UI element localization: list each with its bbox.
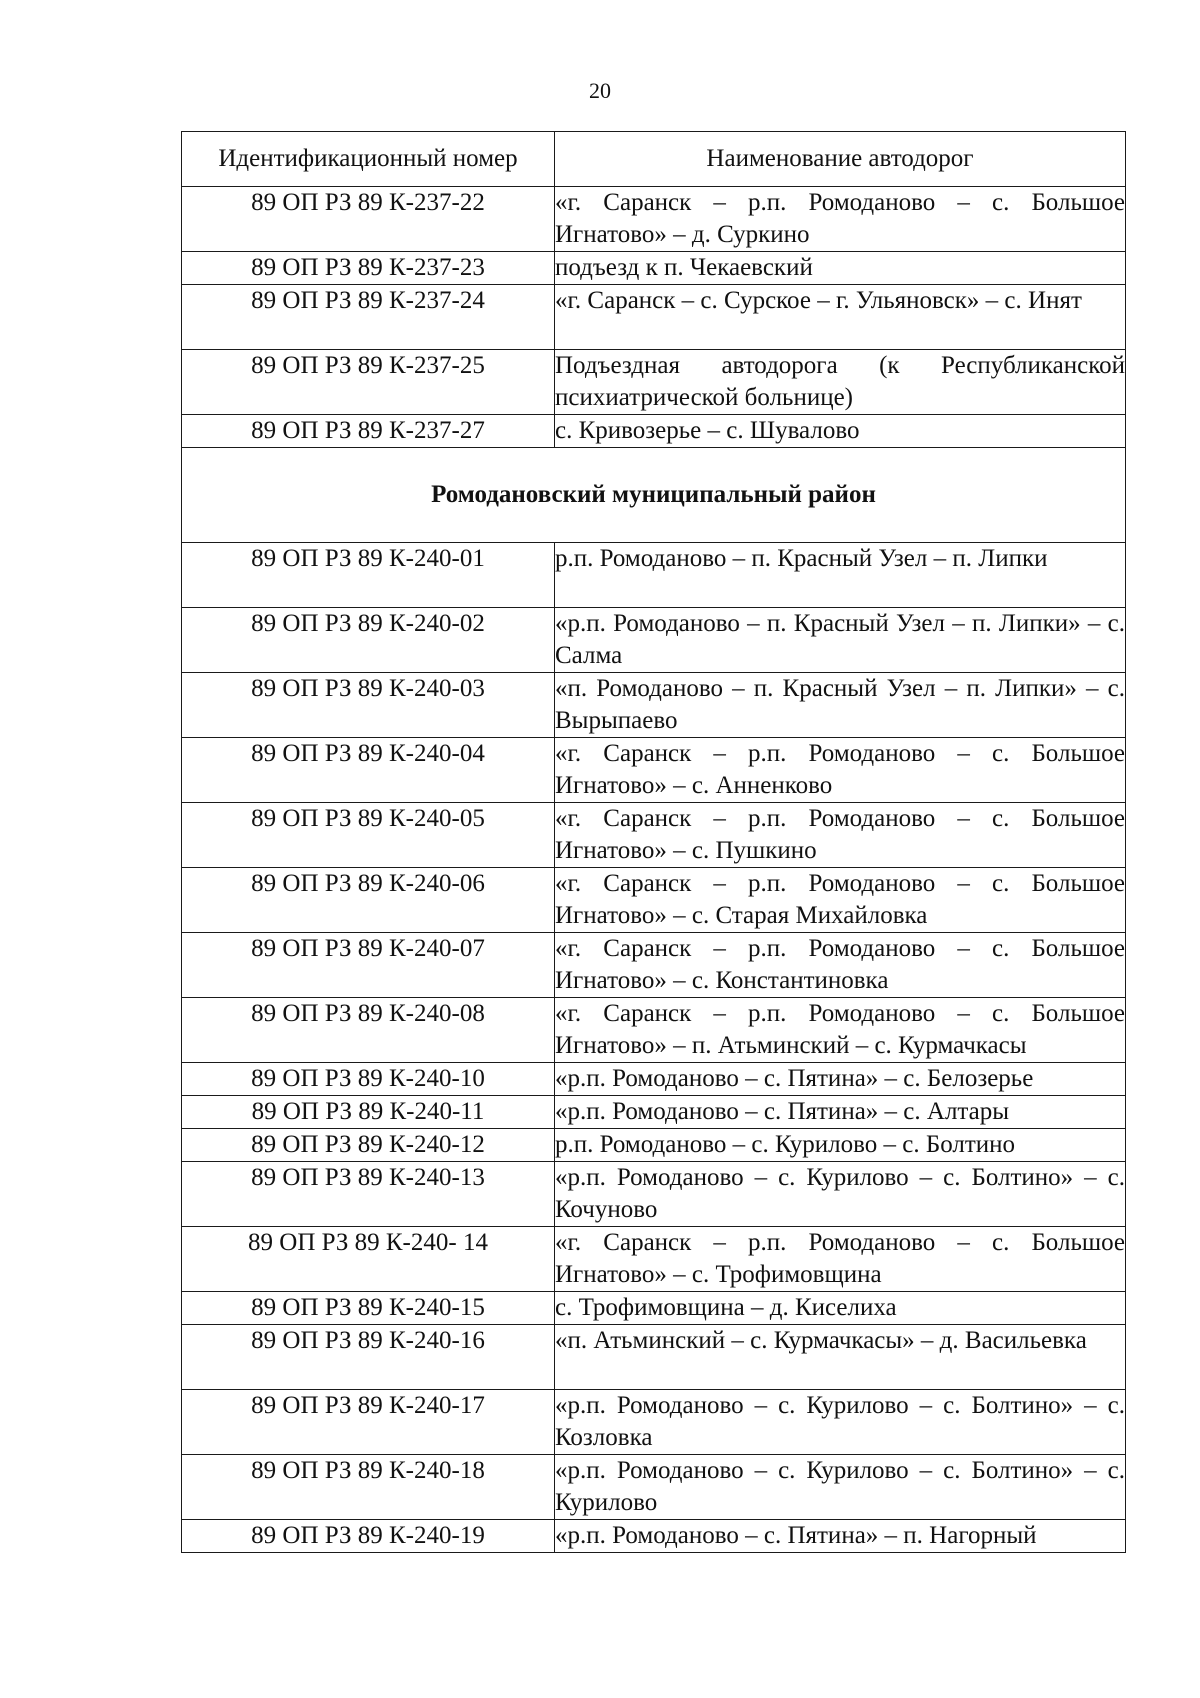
page-number: 20 xyxy=(589,78,611,103)
road-id: 89 ОП РЗ 89 К-240- 14 xyxy=(182,1227,555,1292)
road-id: 89 ОП РЗ 89 К-240-19 xyxy=(182,1520,555,1553)
road-id: 89 ОП РЗ 89 К-240-04 xyxy=(182,738,555,803)
header-id: Идентификационный номер xyxy=(182,132,555,187)
road-id: 89 ОП РЗ 89 К-240-01 xyxy=(182,543,555,608)
road-name: «г. Саранск – р.п. Ромоданово – с. Большое Игнатово» – с. Трофимовщина xyxy=(555,1227,1126,1292)
roads-table xyxy=(181,131,1126,1553)
table-row xyxy=(182,350,1126,415)
road-name: с. Кривозерье – с. Шувалово xyxy=(555,415,1126,448)
section-row xyxy=(182,448,1126,543)
road-name: «п. Ромоданово – п. Красный Узел – п. Липки» – с. Вырыпаево xyxy=(555,673,1126,738)
road-name: «п. Атьминский – с. Курмачкасы» – д. Васильевка xyxy=(555,1325,1126,1390)
table-row xyxy=(182,1390,1126,1455)
road-id: 89 ОП РЗ 89 К-240-05 xyxy=(182,803,555,868)
table-row xyxy=(182,1129,1126,1162)
table-row xyxy=(182,187,1126,252)
road-name: «г. Саранск – р.п. Ромоданово – с. Большое Игнатово» – с. Анненково xyxy=(555,738,1126,803)
road-id: 89 ОП РЗ 89 К-237-25 xyxy=(182,350,555,415)
road-id: 89 ОП РЗ 89 К-240-17 xyxy=(182,1390,555,1455)
road-name: р.п. Ромоданово – с. Курилово – с. Болтино xyxy=(555,1129,1126,1162)
road-name: «р.п. Ромоданово – с. Курилово – с. Болтино» – с. Курилово xyxy=(555,1455,1126,1520)
table-row xyxy=(182,608,1126,673)
road-id: 89 ОП РЗ 89 К-240-18 xyxy=(182,1455,555,1520)
table-row xyxy=(182,1520,1126,1553)
table-header-row xyxy=(182,132,1126,187)
road-id: 89 ОП РЗ 89 К-240-16 xyxy=(182,1325,555,1390)
table-row xyxy=(182,673,1126,738)
header-name: Наименование автодорог xyxy=(555,132,1126,187)
road-id: 89 ОП РЗ 89 К-240-08 xyxy=(182,998,555,1063)
road-name: «г. Саранск – р.п. Ромоданово – с. Большое Игнатово» – с. Константиновка xyxy=(555,933,1126,998)
road-name: «р.п. Ромоданово – с. Пятина» – п. Нагорный xyxy=(555,1520,1126,1553)
table-row xyxy=(182,415,1126,448)
road-name: с. Трофимовщина – д. Киселиха xyxy=(555,1292,1126,1325)
road-name: «р.п. Ромоданово – с. Пятина» – с. Белозерье xyxy=(555,1063,1126,1096)
road-name: подъезд к п. Чекаевский xyxy=(555,252,1126,285)
table-row xyxy=(182,1325,1126,1390)
road-name: «г. Саранск – р.п. Ромоданово – с. Большое Игнатово» – п. Атьминский – с. Курмачкасы xyxy=(555,998,1126,1063)
table-row xyxy=(182,1455,1126,1520)
road-id: 89 ОП РЗ 89 К-240-12 xyxy=(182,1129,555,1162)
table-row xyxy=(182,285,1126,350)
road-name: р.п. Ромоданово – п. Красный Узел – п. Липки xyxy=(555,543,1126,608)
road-id: 89 ОП РЗ 89 К-240-07 xyxy=(182,933,555,998)
table-row xyxy=(182,1096,1126,1129)
road-name: «г. Саранск – с. Сурское – г. Ульяновск» – с. Инят xyxy=(555,285,1126,350)
road-name: Подъездная автодорога (к Республиканской психиатрической больнице) xyxy=(555,350,1126,415)
road-name: «г. Саранск – р.п. Ромоданово – с. Большое Игнатово» – д. Суркино xyxy=(555,187,1126,252)
road-id: 89 ОП РЗ 89 К-240-03 xyxy=(182,673,555,738)
table-row xyxy=(182,998,1126,1063)
road-name: «р.п. Ромоданово – с. Курилово – с. Болтино» – с. Козловка xyxy=(555,1390,1126,1455)
road-id: 89 ОП РЗ 89 К-237-24 xyxy=(182,285,555,350)
road-id: 89 ОП РЗ 89 К-240-10 xyxy=(182,1063,555,1096)
table-row xyxy=(182,1227,1126,1292)
road-id: 89 ОП РЗ 89 К-237-27 xyxy=(182,415,555,448)
table-row xyxy=(182,252,1126,285)
table-row xyxy=(182,1162,1126,1227)
road-id: 89 ОП РЗ 89 К-240-15 xyxy=(182,1292,555,1325)
road-id: 89 ОП РЗ 89 К-237-23 xyxy=(182,252,555,285)
section-title: Ромодановский муниципальный район xyxy=(182,448,1126,543)
road-id: 89 ОП РЗ 89 К-240-11 xyxy=(182,1096,555,1129)
table-row xyxy=(182,738,1126,803)
table-row xyxy=(182,1063,1126,1096)
table-row xyxy=(182,868,1126,933)
road-id: 89 ОП РЗ 89 К-240-06 xyxy=(182,868,555,933)
road-name: «г. Саранск – р.п. Ромоданово – с. Большое Игнатово» – с. Пушкино xyxy=(555,803,1126,868)
road-name: «р.п. Ромоданово – с. Курилово – с. Болтино» – с. Кочуново xyxy=(555,1162,1126,1227)
table-row xyxy=(182,1292,1126,1325)
road-name: «р.п. Ромоданово – п. Красный Узел – п. Липки» – с. Салма xyxy=(555,608,1126,673)
table-row xyxy=(182,803,1126,868)
table-row xyxy=(182,543,1126,608)
table-row xyxy=(182,933,1126,998)
road-id: 89 ОП РЗ 89 К-240-02 xyxy=(182,608,555,673)
road-id: 89 ОП РЗ 89 К-240-13 xyxy=(182,1162,555,1227)
road-id: 89 ОП РЗ 89 К-237-22 xyxy=(182,187,555,252)
road-name: «р.п. Ромоданово – с. Пятина» – с. Алтары xyxy=(555,1096,1126,1129)
road-name: «г. Саранск – р.п. Ромоданово – с. Большое Игнатово» – с. Старая Михайловка xyxy=(555,868,1126,933)
